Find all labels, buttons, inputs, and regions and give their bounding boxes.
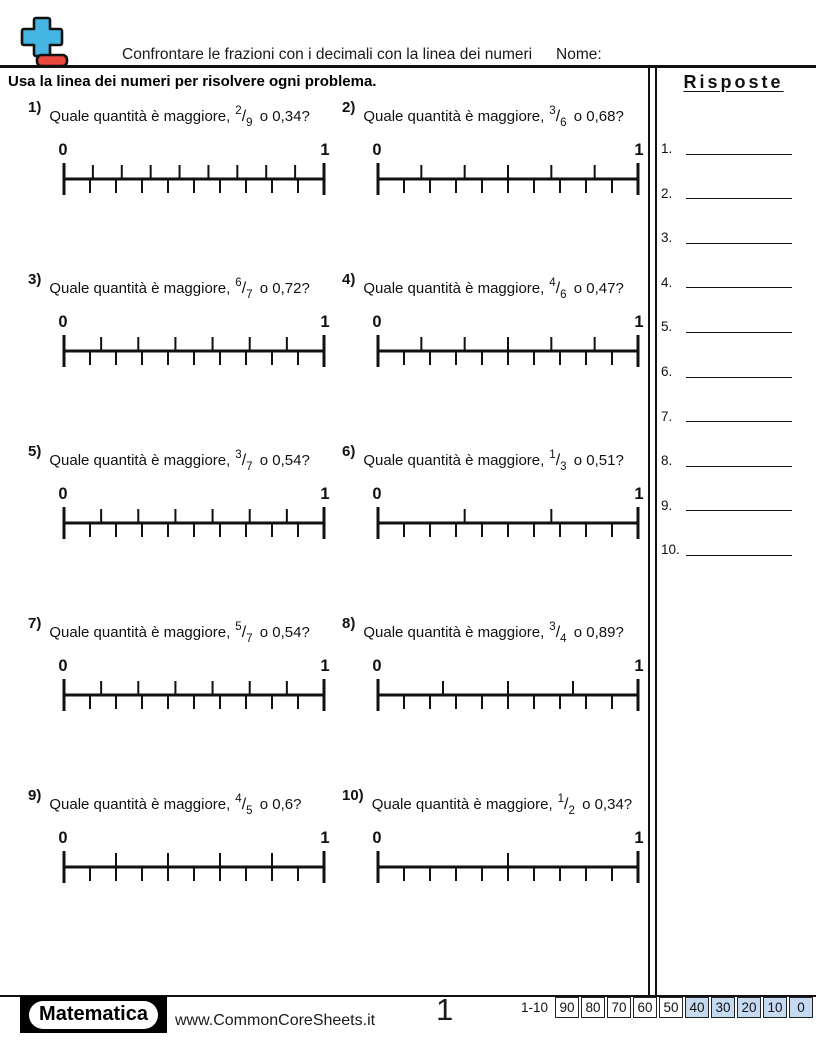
question-prefix: Quale quantità è maggiore, xyxy=(49,108,231,125)
fraction-numerator: 4 xyxy=(549,277,556,289)
fraction-denominator: 6 xyxy=(560,117,567,129)
answer-blank[interactable] xyxy=(686,364,792,378)
number-line-end-label: 1 xyxy=(320,485,330,503)
page-number: 1 xyxy=(436,992,454,1027)
number-line-end-label: 1 xyxy=(634,485,644,503)
answer-blank[interactable] xyxy=(686,497,792,511)
fraction-slash: / xyxy=(555,452,561,469)
number-line xyxy=(372,313,644,369)
fraction-numerator: 4 xyxy=(235,793,242,805)
number-line-start-label: 0 xyxy=(58,141,68,159)
question-prefix: Quale quantità è maggiore, xyxy=(49,624,231,641)
number-line-end-label: 1 xyxy=(634,657,644,675)
fraction-denominator: 7 xyxy=(246,289,253,301)
problem-number: 2) xyxy=(342,99,356,116)
fraction-denominator: 5 xyxy=(246,805,253,817)
number-line-end-label: 1 xyxy=(634,313,644,331)
fraction-numerator: 1 xyxy=(557,793,565,805)
plus-minus-logo-icon xyxy=(19,15,69,69)
number-line-end-label: 1 xyxy=(320,829,330,847)
problem-question xyxy=(49,793,301,817)
answer-number: 3. xyxy=(661,230,673,246)
fraction-numerator: 3 xyxy=(235,449,242,461)
problem-number: 8) xyxy=(342,615,356,632)
problem-item xyxy=(0,613,330,785)
number-line xyxy=(372,141,644,197)
problem-item xyxy=(0,269,330,441)
answer-blank[interactable] xyxy=(686,274,792,288)
fraction xyxy=(549,449,566,473)
fraction-denominator: 2 xyxy=(568,805,575,817)
fraction-slash: / xyxy=(555,108,561,125)
number-line-start-label: 0 xyxy=(372,657,382,675)
number-line xyxy=(58,141,330,197)
fraction-numerator: 2 xyxy=(235,105,242,117)
number-line-graphic xyxy=(62,505,326,541)
score-cell: 40 xyxy=(685,997,709,1018)
score-cell: 80 xyxy=(581,997,605,1018)
problem-item xyxy=(314,97,648,269)
number-line xyxy=(58,313,330,369)
problem-number: 6) xyxy=(342,443,356,460)
answer-row xyxy=(659,244,816,289)
fraction-denominator: 4 xyxy=(560,633,567,645)
problem-item xyxy=(0,785,330,957)
problem-question xyxy=(49,277,309,301)
answers-sidebar xyxy=(659,72,816,556)
fraction-slash: / xyxy=(241,280,247,297)
answer-number: 4. xyxy=(661,274,673,290)
brand-name: Matematica xyxy=(29,1001,158,1029)
question-prefix: Quale quantità è maggiore, xyxy=(363,108,545,125)
problem-question xyxy=(363,449,623,473)
fraction-slash: / xyxy=(241,108,247,125)
fraction xyxy=(558,793,575,817)
number-line-graphic xyxy=(62,161,326,197)
problem-question xyxy=(49,105,309,129)
problem-number: 5) xyxy=(28,443,42,460)
number-line-start-label: 0 xyxy=(372,141,382,159)
problems-grid xyxy=(0,97,648,957)
number-line-start-label: 0 xyxy=(372,313,382,331)
answer-number: 9. xyxy=(661,497,673,513)
fraction xyxy=(549,105,566,129)
question-suffix: o 0,54? xyxy=(259,452,310,469)
brand-logo xyxy=(20,996,167,1033)
problem-question xyxy=(363,277,623,301)
fraction-slash: / xyxy=(564,796,569,813)
answer-row xyxy=(659,467,816,512)
score-cell: 0 xyxy=(789,997,813,1018)
number-line-end-label: 1 xyxy=(320,657,330,675)
fraction xyxy=(235,793,252,817)
header-divider xyxy=(0,65,816,68)
problem-number: 9) xyxy=(28,787,42,804)
number-line-start-label: 0 xyxy=(58,313,68,331)
problem-number: 3) xyxy=(28,271,42,288)
question-suffix: o 0,89? xyxy=(573,624,624,641)
number-line-graphic xyxy=(376,333,640,369)
instruction-text: Usa la linea dei numeri per risolvere ogni problema. xyxy=(8,73,377,90)
name-label: Nome: xyxy=(556,46,602,63)
number-line-end-label: 1 xyxy=(320,313,330,331)
fraction-slash: / xyxy=(241,624,247,641)
answer-number: 5. xyxy=(661,319,673,335)
answer-blank[interactable] xyxy=(686,542,792,556)
problem-number: 7) xyxy=(28,615,42,632)
score-cell: 60 xyxy=(633,997,657,1018)
answer-number: 6. xyxy=(661,364,673,380)
problem-number: 10) xyxy=(342,787,364,804)
number-line-start-label: 0 xyxy=(58,485,68,503)
question-suffix: o 0,47? xyxy=(573,280,624,297)
fraction xyxy=(549,621,566,645)
answer-row xyxy=(659,378,816,423)
number-line-graphic xyxy=(376,849,640,885)
fraction xyxy=(235,105,252,129)
answer-row xyxy=(659,288,816,333)
answer-blank[interactable] xyxy=(686,408,792,422)
question-prefix: Quale quantità è maggiore, xyxy=(49,452,231,469)
number-line xyxy=(58,829,330,885)
score-cell: 70 xyxy=(607,997,631,1018)
answer-row xyxy=(659,199,816,244)
answer-blank[interactable] xyxy=(686,185,792,199)
score-cell: 10 xyxy=(763,997,787,1018)
score-cell: 20 xyxy=(737,997,761,1018)
question-suffix: o 0,34? xyxy=(259,108,310,125)
problem-question xyxy=(363,621,623,645)
question-suffix: o 0,34? xyxy=(582,796,633,813)
fraction xyxy=(235,277,252,301)
fraction xyxy=(549,277,566,301)
fraction-numerator: 6 xyxy=(235,277,242,289)
problem-number: 1) xyxy=(28,99,42,116)
score-cell: 50 xyxy=(659,997,683,1018)
number-line-graphic xyxy=(376,677,640,713)
problem-question xyxy=(49,621,309,645)
number-line-end-label: 1 xyxy=(634,829,644,847)
question-suffix: o 0,51? xyxy=(573,452,624,469)
fraction xyxy=(235,449,252,473)
number-line-graphic xyxy=(376,161,640,197)
answer-number: 7. xyxy=(661,408,673,424)
fraction-numerator: 3 xyxy=(549,621,556,633)
score-cell: 30 xyxy=(711,997,735,1018)
answer-number: 8. xyxy=(661,453,673,469)
question-suffix: o 0,54? xyxy=(259,624,310,641)
answer-blank[interactable] xyxy=(686,230,792,244)
fraction-slash: / xyxy=(555,280,561,297)
number-line-start-label: 0 xyxy=(58,829,68,847)
number-line-graphic xyxy=(62,849,326,885)
answers-title: Risposte xyxy=(683,72,784,92)
answer-row xyxy=(659,333,816,378)
fraction-numerator: 1 xyxy=(549,449,556,461)
fraction xyxy=(235,621,252,645)
question-prefix: Quale quantità è maggiore, xyxy=(49,796,231,813)
number-line-graphic xyxy=(376,505,640,541)
fraction-numerator: 3 xyxy=(549,105,556,117)
fraction-denominator: 7 xyxy=(246,633,253,645)
answers-list xyxy=(659,110,816,556)
number-line-start-label: 0 xyxy=(58,657,68,675)
fraction-denominator: 9 xyxy=(246,117,253,129)
score-table xyxy=(521,997,813,1018)
number-line-end-label: 1 xyxy=(634,141,644,159)
answer-row xyxy=(659,511,816,556)
answer-row xyxy=(659,155,816,200)
number-line xyxy=(372,829,644,885)
question-suffix: o 0,72? xyxy=(259,280,310,297)
question-suffix: o 0,6? xyxy=(259,796,302,813)
problem-question xyxy=(372,793,632,817)
answer-row xyxy=(659,422,816,467)
question-prefix: Quale quantità è maggiore, xyxy=(49,280,231,297)
fraction-denominator: 3 xyxy=(560,461,567,473)
question-prefix: Quale quantità è maggiore, xyxy=(363,624,545,641)
answer-number: 1. xyxy=(661,141,673,157)
answer-number: 10. xyxy=(661,542,680,558)
answer-blank[interactable] xyxy=(686,453,792,467)
score-range-label: 1-10 xyxy=(520,1000,548,1015)
problem-item xyxy=(314,269,648,441)
fraction-denominator: 7 xyxy=(246,461,253,473)
number-line xyxy=(58,485,330,541)
question-prefix: Quale quantità è maggiore, xyxy=(371,796,553,813)
question-prefix: Quale quantità è maggiore, xyxy=(363,280,545,297)
page-title: Confrontare le frazioni con i decimali con la linea dei numeri xyxy=(122,46,533,63)
number-line xyxy=(58,657,330,713)
problem-item xyxy=(0,97,330,269)
fraction-denominator: 6 xyxy=(560,289,567,301)
question-prefix: Quale quantità è maggiore, xyxy=(363,452,545,469)
number-line xyxy=(372,657,644,713)
problem-item xyxy=(314,785,648,957)
answer-number: 2. xyxy=(661,185,673,201)
content-answers-divider xyxy=(648,68,657,996)
problem-question xyxy=(363,105,623,129)
question-suffix: o 0,68? xyxy=(573,108,624,125)
problem-item xyxy=(314,613,648,785)
answer-row xyxy=(659,110,816,155)
number-line-graphic xyxy=(62,677,326,713)
answer-blank[interactable] xyxy=(686,141,792,155)
problem-item xyxy=(0,441,330,613)
website-url: www.CommonCoreSheets.it xyxy=(175,1012,376,1029)
fraction-slash: / xyxy=(555,624,561,641)
fraction-slash: / xyxy=(241,452,247,469)
problem-item xyxy=(314,441,648,613)
number-line-graphic xyxy=(62,333,326,369)
problem-number: 4) xyxy=(342,271,356,288)
fraction-slash: / xyxy=(241,796,247,813)
number-line-start-label: 0 xyxy=(372,829,382,847)
fraction-numerator: 5 xyxy=(235,621,242,633)
number-line-end-label: 1 xyxy=(320,141,330,159)
number-line-start-label: 0 xyxy=(372,485,382,503)
problem-question xyxy=(49,449,309,473)
number-line xyxy=(372,485,644,541)
answer-blank[interactable] xyxy=(686,319,792,333)
score-cell: 90 xyxy=(555,997,579,1018)
